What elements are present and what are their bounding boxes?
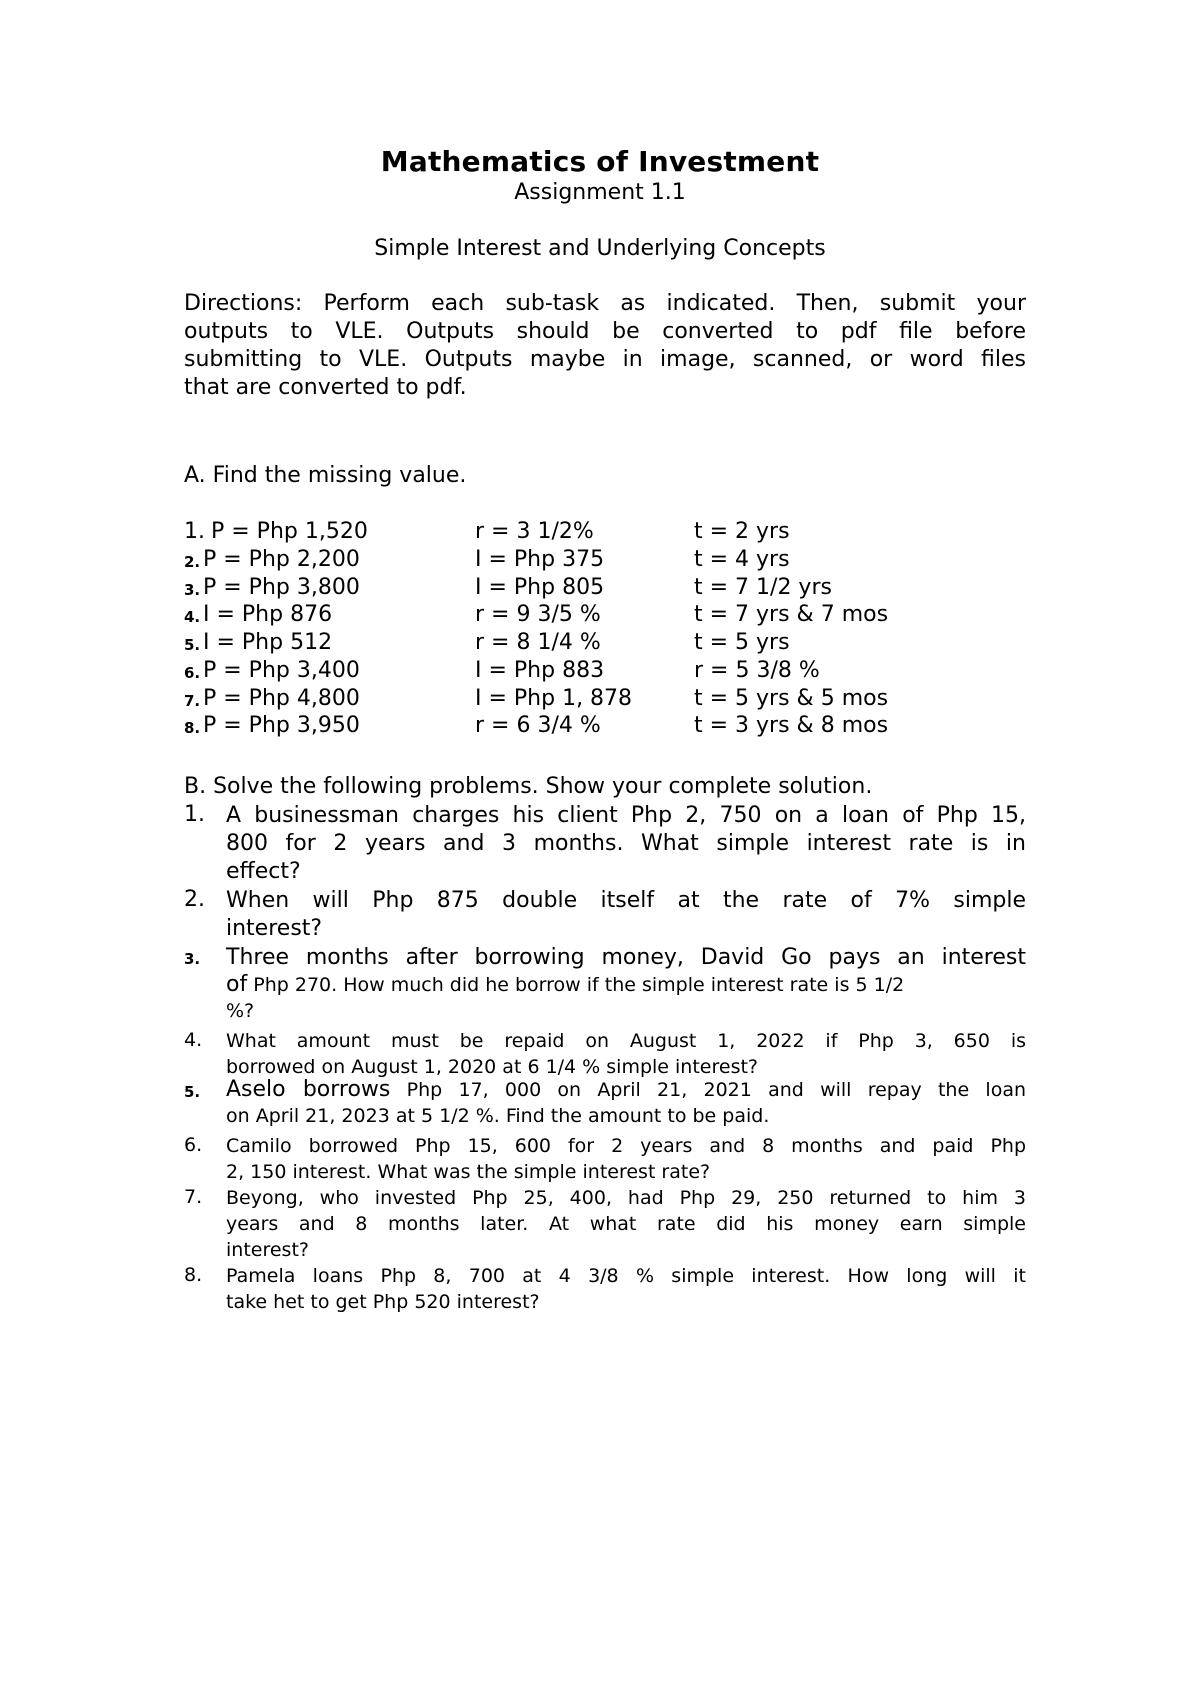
problem-line: Camilo borrowed Php 15, 600 for 2 years and 8 months and paid Php xyxy=(226,1135,1026,1157)
problem-number: 4. xyxy=(184,1029,203,1051)
problem-line: 2, 150 interest. What was the simple interest rate? xyxy=(226,1161,711,1183)
row-col-2: r = 8 1/4 % xyxy=(475,630,601,655)
problem-line xyxy=(226,1077,1026,1103)
document-title: Mathematics of Investment xyxy=(380,145,820,178)
problem-line: Pamela loans Php 8, 700 at 4 3/8 % simple interest. How long will it xyxy=(226,1265,1026,1287)
problem-number: 2. xyxy=(184,887,205,912)
problem-line: borrowed on August 1, 2020 at 6 1/4 % simple interest? xyxy=(226,1056,759,1078)
row-col-2: I = Php 883 xyxy=(475,658,605,683)
problem-number: 5. xyxy=(184,1083,201,1101)
row-col-2: r = 3 1/2% xyxy=(475,519,594,544)
problem-line: effect? xyxy=(226,859,301,884)
problem-line-lead: of xyxy=(226,972,248,997)
directions-line: outputs to VLE. Outputs should be converted to pdf file before xyxy=(184,319,1026,344)
row-col-3: t = 5 yrs xyxy=(694,630,790,655)
problem-number: 3. xyxy=(184,950,201,968)
row-col-2: I = Php 1, 878 xyxy=(475,686,633,711)
problem-text xyxy=(226,1263,1026,1315)
row-number: 5. xyxy=(184,636,201,654)
problem-text xyxy=(226,887,1026,943)
problem-text xyxy=(226,1185,1026,1263)
problem-number: 7. xyxy=(184,1186,203,1208)
row-number: 1. xyxy=(184,519,205,544)
document-subtitle: Assignment 1.1 xyxy=(514,180,686,205)
problem-number: 6. xyxy=(184,1134,203,1156)
problem-line: When will Php 875 double itself at the rate of 7% simple xyxy=(226,888,1026,913)
directions-line: that are converted to pdf. xyxy=(184,375,467,400)
problem-line: Three months after borrowing money, David Go pays an interest xyxy=(226,945,1026,970)
problem-line: interest? xyxy=(226,916,323,941)
row-col-3: t = 4 yrs xyxy=(694,547,790,572)
section-b-heading: B. Solve the following problems. Show your complete solution. xyxy=(184,774,873,799)
problem-text xyxy=(226,944,1026,1024)
row-col-3: r = 5 3/8 % xyxy=(694,658,820,683)
row-number: 7. xyxy=(184,692,201,710)
problem-line-rest: Php 17, 000 on April 21, 2021 and will repay the loan xyxy=(390,1079,1027,1101)
row-col-3: t = 5 yrs & 5 mos xyxy=(694,686,889,711)
row-col-3: t = 3 yrs & 8 mos xyxy=(694,713,889,738)
problem-line: interest? xyxy=(226,1239,309,1261)
row-col-1: I = Php 512 xyxy=(203,630,333,655)
problem-line-lead: Aselo borrows xyxy=(226,1077,391,1102)
row-col-1: P = Php 4,800 xyxy=(203,686,360,711)
row-col-1: P = Php 3,950 xyxy=(203,713,360,738)
problem-text xyxy=(226,1077,1026,1129)
problem-line: 800 for 2 years and 3 months. What simple interest rate is in xyxy=(226,831,1026,856)
row-number: 8. xyxy=(184,719,201,737)
row-col-1: P = Php 2,200 xyxy=(203,547,360,572)
directions-line: Directions: Perform each sub-task as indicated. Then, submit your xyxy=(184,291,1026,316)
problem-line: take het to get Php 520 interest? xyxy=(226,1291,540,1313)
document-topic: Simple Interest and Underlying Concepts xyxy=(374,236,826,261)
problem-line: on April 21, 2023 at 5 1/2 %. Find the amount to be paid. xyxy=(226,1105,770,1127)
problem-line: What amount must be repaid on August 1, 2022 if Php 3, 650 is xyxy=(226,1030,1026,1052)
directions-paragraph xyxy=(184,290,1026,402)
problem-text xyxy=(226,802,1026,886)
row-number: 3. xyxy=(184,581,201,599)
row-number: 4. xyxy=(184,608,201,626)
row-col-2: r = 9 3/5 % xyxy=(475,602,601,627)
row-col-2: I = Php 805 xyxy=(475,575,605,600)
row-col-1: I = Php 876 xyxy=(203,602,333,627)
directions-line: submitting to VLE. Outputs maybe in image, scanned, or word files xyxy=(184,347,1026,372)
section-a-heading: A. Find the missing value. xyxy=(184,463,467,488)
row-col-3: t = 7 1/2 yrs xyxy=(694,575,832,600)
row-col-3: t = 2 yrs xyxy=(694,519,790,544)
row-col-1: P = Php 1,520 xyxy=(211,519,368,544)
problem-text xyxy=(226,1133,1026,1185)
row-col-1: P = Php 3,800 xyxy=(203,575,360,600)
row-col-2: r = 6 3/4 % xyxy=(475,713,601,738)
problem-line: years and 8 months later. At what rate did his money earn simple xyxy=(226,1213,1026,1235)
row-number: 6. xyxy=(184,664,201,682)
problem-line: Beyong, who invested Php 25, 400, had Php 29, 250 returned to him 3 xyxy=(226,1187,1026,1209)
problem-line xyxy=(226,972,1026,998)
problem-text xyxy=(226,1028,1026,1080)
problem-line-rest: Php 270. How much did he borrow if the simple interest rate is 5 1/2 xyxy=(247,974,905,996)
problem-number: 8. xyxy=(184,1264,203,1286)
problem-line: %? xyxy=(226,1000,255,1022)
problem-line: A businessman charges his client Php 2, 750 on a loan of Php 15, xyxy=(226,803,1026,828)
row-col-2: I = Php 375 xyxy=(475,547,605,572)
problem-number: 1. xyxy=(184,802,205,827)
row-col-3: t = 7 yrs & 7 mos xyxy=(694,602,889,627)
row-col-1: P = Php 3,400 xyxy=(203,658,360,683)
row-number: 2. xyxy=(184,553,201,571)
